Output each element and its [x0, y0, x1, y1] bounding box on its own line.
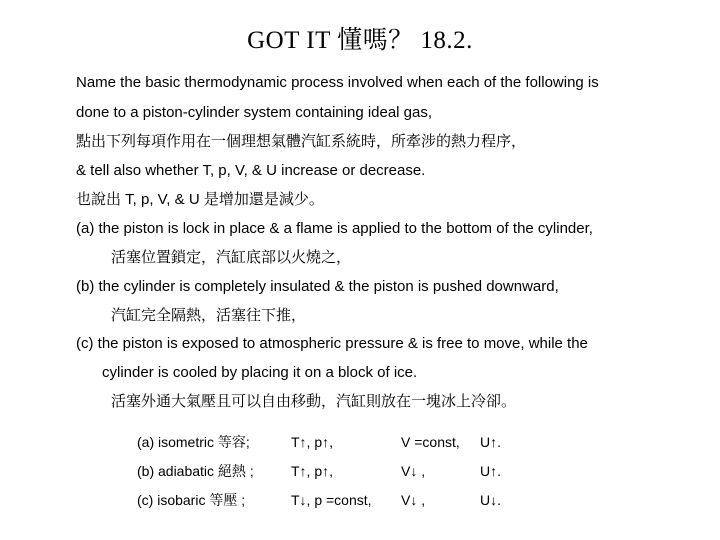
answer-a-u: U↑.: [480, 434, 501, 450]
intro-line-1: Name the basic thermodynamic process involved when each of the following is: [76, 74, 599, 91]
answer-b-u: U↑.: [480, 463, 501, 479]
answer-c-label: (c) isobaric 等壓 ;: [137, 492, 246, 508]
answer-c-u: U↓.: [480, 492, 501, 508]
answer-row-b: [0, 462, 720, 480]
answer-c-tp: T↓, p =const,: [291, 492, 372, 508]
intro-line-5-zh: 也說出 T, p, V, & U 是增加還是減少。: [76, 191, 324, 208]
intro-line-3-zh: 點出下列每項作用在一個理想氣體汽缸系統時，所牽涉的熱力程序，: [76, 133, 527, 150]
item-c-zh: 活塞外通大氣壓且可以自由移動，汽缸則放在一塊冰上冷卻。: [111, 393, 517, 410]
intro-line-4: & tell also whether T, p, V, & U increase or decrease.: [76, 162, 426, 179]
answer-row-c: [0, 491, 720, 509]
page-title: GOT IT 懂嗎？ 18.2.: [247, 27, 473, 54]
answer-a-v: V =const,: [401, 434, 460, 450]
answer-row-a: [0, 433, 720, 451]
answer-a-label: (a) isometric 等容;: [137, 434, 250, 450]
answer-c-v: V↓ ,: [401, 492, 426, 508]
answer-b-label: (b) adiabatic 絕熱 ;: [137, 463, 254, 479]
item-a-zh: 活塞位置鎖定，汽缸底部以火燒之，: [111, 249, 352, 266]
answer-b-v: V↓ ,: [401, 463, 426, 479]
item-c-en-2: cylinder is cooled by placing it on a block of ice.: [102, 364, 418, 381]
answer-b-tp: T↑, p↑,: [291, 463, 334, 479]
item-b-en: (b) the cylinder is completely insulated & the piston is pushed downward,: [76, 278, 559, 295]
item-b-zh: 汽缸完全隔熱，活塞往下推，: [111, 307, 307, 324]
item-a-en: (a) the piston is lock in place & a flame is applied to the bottom of the cylinder,: [76, 220, 593, 237]
intro-line-2: done to a piston-cylinder system containing ideal gas,: [76, 104, 433, 121]
answer-a-tp: T↑, p↑,: [291, 434, 334, 450]
item-c-en-1: (c) the piston is exposed to atmospheric pressure & is free to move, while the: [76, 335, 588, 352]
